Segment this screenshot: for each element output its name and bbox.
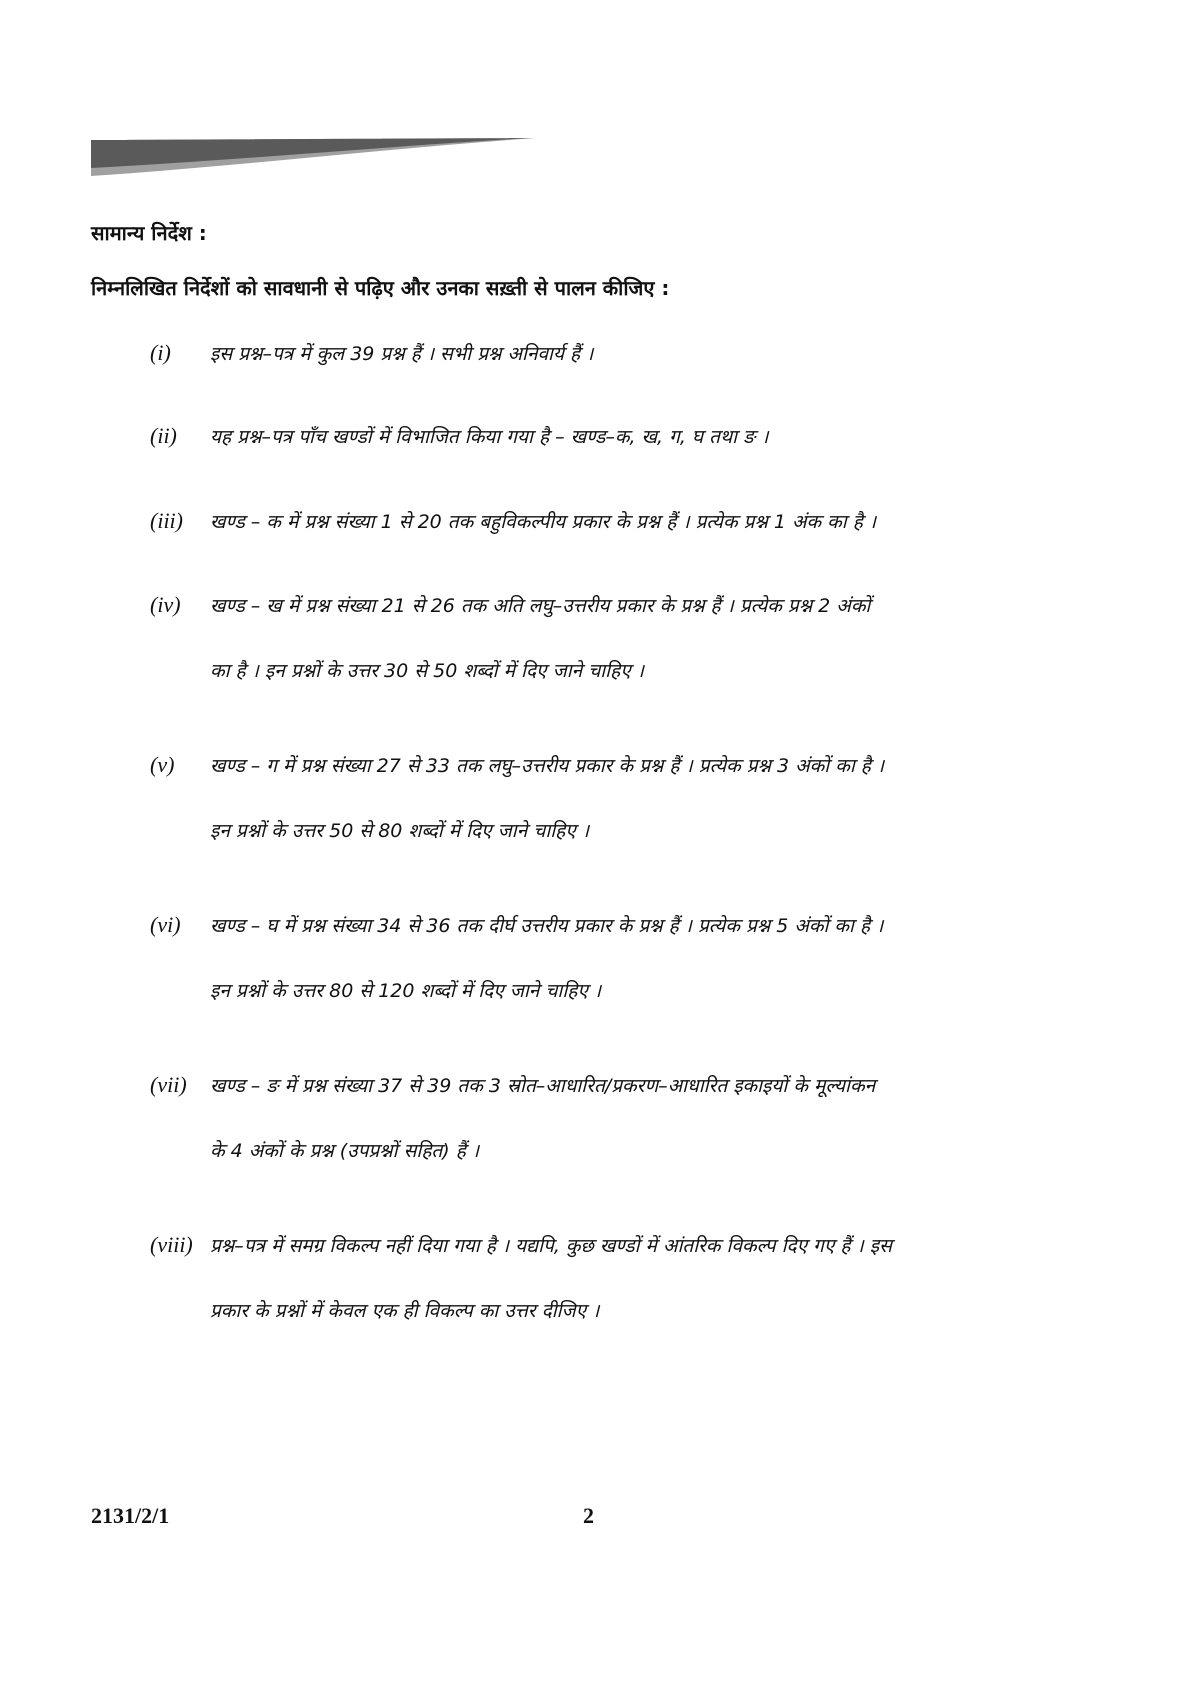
item-text-continued: इन प्रश्नों के उत्तर 80 से 120 शब्दों में दिए जाने चाहिए । xyxy=(210,980,602,1002)
item-text: खण्ड – ङ में प्रश्न संख्या 37 से 39 तक 3 स्रोत–आधारित/प्रकरण–आधारित इकाइयों के मूल्यांकन xyxy=(210,1075,876,1097)
item-number: (viii) xyxy=(150,1232,193,1257)
item-text-continued: इन प्रश्नों के उत्तर 50 से 80 शब्दों में दिए जाने चाहिए । xyxy=(210,820,590,842)
item-text: इस प्रश्न–पत्र में कुल 39 प्रश्न हैं । सभी प्रश्न अनिवार्य हैं । xyxy=(210,343,594,365)
item-number: (vi) xyxy=(150,912,181,937)
item-text: खण्ड – घ में प्रश्न संख्या 34 से 36 तक दीर्घ उत्तरीय प्रकार के प्रश्न हैं । प्रत्येक प्रश्न 5 अंकों का है । xyxy=(210,915,884,937)
item-number: (v) xyxy=(150,752,175,777)
page-number: 2 xyxy=(583,1503,594,1528)
item-text: खण्ड – क में प्रश्न संख्या 1 से 20 तक बहुविकल्पीय प्रकार के प्रश्न हैं । प्रत्येक प्रश्न 1 अंक का है । xyxy=(210,511,877,533)
item-text: खण्ड – ग में प्रश्न संख्या 27 से 33 तक लघु–उत्तरीय प्रकार के प्रश्न हैं । प्रत्येक प्रश्न 3 अंकों का है । xyxy=(210,755,885,777)
instructions-subtitle: निम्नलिखित निर्देशों को सावधानी से पढ़िए और उनका सख़्ती से पालन कीजिए : xyxy=(91,276,670,300)
item-text-continued: के 4 अंकों के प्रश्न (उपप्रश्नों सहित) हैं । xyxy=(210,1140,480,1162)
item-number: (iii) xyxy=(150,508,183,533)
header-banner-decoration xyxy=(91,138,536,176)
general-instructions-title: सामान्य निर्देश : xyxy=(91,221,207,245)
item-text: यह प्रश्न–पत्र पाँच खण्डों में विभाजित किया गया है – खण्ड–क, ख, ग, घ तथा ङ । xyxy=(210,426,769,448)
item-text: खण्ड – ख में प्रश्न संख्या 21 से 26 तक अति लघु–उत्तरीय प्रकार के प्रश्न हैं । प्रत्येक प्रश्न 2 अंकों xyxy=(210,595,871,617)
item-number: (i) xyxy=(150,340,171,365)
paper-code: 2131/2/1 xyxy=(91,1503,170,1528)
item-number: (ii) xyxy=(150,423,177,448)
item-number: (vii) xyxy=(150,1072,187,1097)
item-text: प्रश्न–पत्र में समग्र विकल्प नहीं दिया गया है । यद्यपि, कुछ खण्डों में आंतरिक विकल्प दिए गए हैं । इस xyxy=(210,1235,892,1257)
item-number: (iv) xyxy=(150,592,181,617)
item-text-continued: प्रकार के प्रश्नों में केवल एक ही विकल्प का उत्तर दीजिए । xyxy=(210,1300,600,1322)
item-text-continued: का है । इन प्रश्नों के उत्तर 30 से 50 शब्दों में दिए जाने चाहिए । xyxy=(210,660,644,682)
